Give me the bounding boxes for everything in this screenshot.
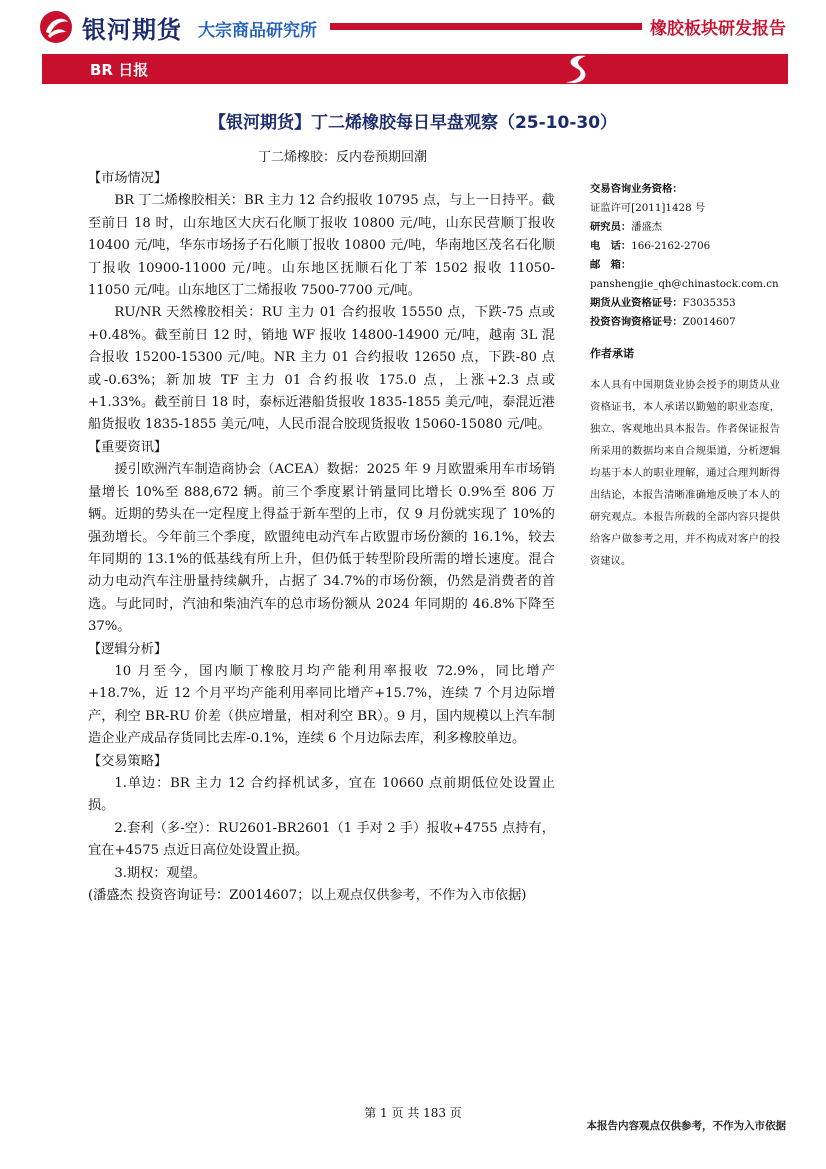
company-logo-text: 银河期货 bbox=[82, 16, 182, 44]
invest-label: 投资咨询资格证号： bbox=[590, 316, 683, 328]
document-title: 【银河期货】丁二烯橡胶每日早盘观察（25-10-30） bbox=[208, 113, 618, 133]
strategy-item-2: 2.套利（多-空）：RU2601-BR2601（1 手对 2 手）报收+4755 点持有，宜在+4575 点近日高位处设置止损。 bbox=[88, 820, 555, 859]
logic-heading: 【逻辑分析】 bbox=[88, 641, 168, 657]
strategy-item-1: 1.单边：BR 主力 12 合约择机试多，宜在 10660 点前期低位处设置止损。 bbox=[88, 775, 555, 814]
pledge-title: 作者承诺 bbox=[590, 347, 634, 360]
news-paragraph: 援引欧洲汽车制造商协会（ACEA）数据：2025 年 9 月欧盟乘用车市场销量增长 10%至 888,672 辆。前三个季度累计销量同比增长 0.9%至 806 万辆。近期的势头在一定程度上得益于新车型的上市，仅 9 月份就实现了 10%的强劲增长。今年前三个季度，欧盟纯电动汽车占欧盟市场份额的 16.1%，较去年同期的 13.1%的低基线有所上升，但仍低于转型阶段所需的增长速度。混合动力电动汽车注册量持续飙升，占据了 34.7%的市场份额，仍然是消费者的首选。与此同时，汽油和柴油汽车的总市场份额从 2024 年同期的 46.8%下降至 37%。 bbox=[88, 462, 555, 635]
pledge-paragraph: 本人具有中国期货业协会授予的期货从业资格证书，本人承诺以勤勉的职业态度，独立、客观地出具本报告。作者保证报告所采用的数据均来自合规渠道，分析逻辑均基于本人的职业理解，通过合理判断得出结论，本报告清晰准确地反映了本人的研究观点。本报告所载的全部内容只提供给客户做参考之用，并不构成对客户的投资建议。 bbox=[590, 379, 780, 567]
document-subtitle: 丁二烯橡胶：反内卷预期回潮 bbox=[258, 150, 428, 165]
invest-number: Z0014607 bbox=[682, 316, 736, 328]
contact-title: 交易咨询业务资格： bbox=[590, 183, 683, 195]
market-paragraph-br: BR 丁二烯橡胶相关：BR 主力 12 合约报收 10795 点，与上一日持平。截至前日 18 时，山东地区大庆石化顺丁报收 10800 元/吨，山东民营顺丁报收 10400 元/吨，华东市场扬子石化顺丁报收 10800 元/吨，华南地区茂名石化顺丁报收 10900-11000 元/吨。山东地区抚顺石化丁苯 1502 报收 11050-11050 元/吨。山东地区丁二烯报收 7500-7700 元/吨。 bbox=[88, 193, 555, 299]
swoosh-logo-icon bbox=[556, 52, 596, 86]
researcher-label: 研究员： bbox=[590, 221, 632, 233]
strategy-item-3: 3.期权：观望。 bbox=[114, 865, 207, 881]
license-number: 证监许可[2011]1428 号 bbox=[590, 202, 706, 214]
institute-name: 大宗商品研究所 bbox=[198, 21, 317, 41]
researcher-name: 潘盛杰 bbox=[631, 221, 663, 233]
header-divider bbox=[330, 23, 642, 30]
phone-number: 166-2162-2706 bbox=[631, 240, 711, 252]
page-number: 第 1 页 共 183 页 bbox=[364, 1106, 462, 1120]
futures-number: F3035353 bbox=[682, 297, 736, 309]
analyst-note: (潘盛杰 投资咨询证号：Z0014607；以上观点仅供参考，不作为入市依据) bbox=[88, 888, 527, 903]
market-heading: 【市场情况】 bbox=[88, 171, 168, 186]
email-label: 邮 箱： bbox=[590, 259, 632, 271]
phone-label: 电 话： bbox=[590, 240, 632, 252]
news-heading: 【重要资讯】 bbox=[88, 439, 168, 455]
main-content bbox=[88, 168, 555, 907]
email-address[interactable]: panshengjie_qh@chinastock.com.cn bbox=[590, 278, 779, 290]
sidebar bbox=[590, 180, 780, 572]
footer-disclaimer: 本报告内容观点仅供参考，不作为入市依据 bbox=[586, 1120, 786, 1132]
logic-paragraph: 10 月至今，国内顺丁橡胶月均产能利用率报收 72.9%，同比增产+18.7%，近 12 个月平均产能利用率同比增产+15.7%，连续 7 个月边际增产，利空 BR-RU 价差（供应增量，相对利空 BR）。9 月，国内规模以上汽车制造企业产成品存货同比去库-0.1%，连续 6 个月边际去库，利多橡胶单边。 bbox=[88, 663, 555, 747]
banner-label: BR 日报 bbox=[90, 61, 149, 79]
report-type: 橡胶板块研发报告 bbox=[650, 19, 786, 39]
galaxy-logo-icon bbox=[38, 10, 74, 44]
futures-label: 期货从业资格证号： bbox=[590, 297, 683, 309]
section-banner bbox=[42, 54, 788, 84]
market-paragraph-ru: RU/NR 天然橡胶相关：RU 主力 01 合约报收 15550 点，下跌-75 点或+0.48%。截至前日 12 时，销地 WF 报收 14800-14900 元/吨，越南 3L 混合报收 15200-15300 元/吨。NR 主力 01 合约报收 12650 点，下跌-80 点或-0.63%；新加坡 TF 主力 01 合约报收 175.0 点，上涨+2.3 点或+1.33%。截至前日 18 时，泰标近港船货报收 1835-1855 美元/吨，泰混近港船货报收 1835-1855 美元/吨，人民币混合胶现货报收 15060-15080 元/吨。 bbox=[88, 305, 555, 433]
strategy-heading: 【交易策略】 bbox=[88, 753, 168, 769]
